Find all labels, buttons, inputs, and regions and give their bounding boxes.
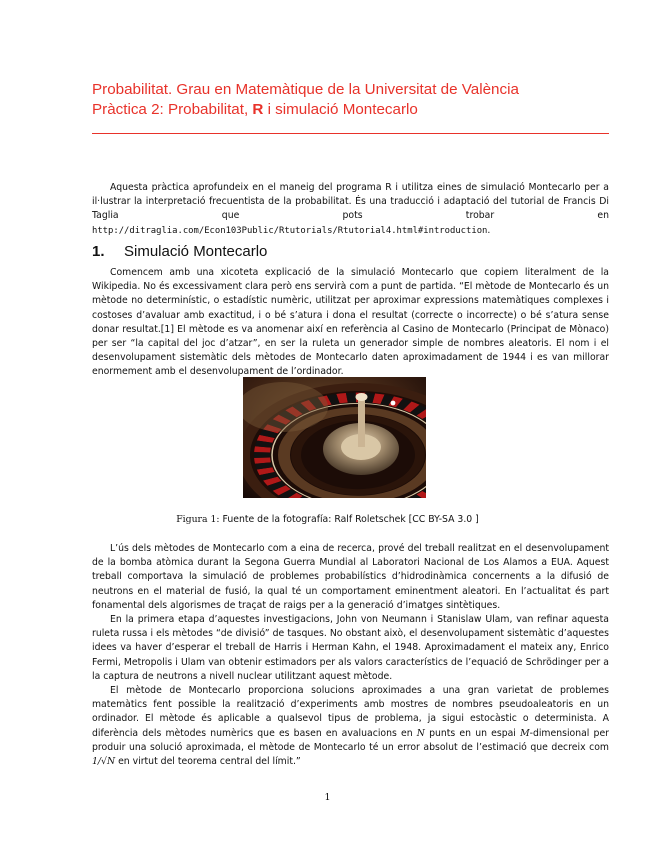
title-divider: [92, 133, 609, 134]
intro-paragraph: [92, 181, 609, 238]
figure-caption: [0, 514, 655, 525]
paragraphs-2-4: [92, 542, 609, 769]
title-line-2-end: i simulació Montecarlo: [263, 101, 418, 118]
section-heading: [92, 243, 267, 260]
roulette-photo: [243, 377, 426, 498]
figure-caption-text: Fuente de la fotografía: Ralf Roletschek [CC BY-SA 3.0 ]: [219, 514, 479, 525]
title-line-2: [92, 100, 612, 120]
math-inverse-sqrt-n: 1/√N: [92, 756, 116, 768]
paragraph-1-text: Comencem amb una xicoteta explicació de la simulació Montecarlo que copiem literalment de la Wikipedia. No és excessivament clara però ens servirà com a punt de partida. “El mètode de Montecarlo és un mètode no determinístic, o estadístic numèric, utilitzat per aproximar expressions matemàtiques complexes i costoses d’avaluar amb exactitud, i o bé s’atura i dona el resultat (correcte o incorrecte) o bé s’atura sense donar resultat.[1] El mètode es va anomenar així en referència al Casino de Montecarlo (Principat de Mònaco) per ser “la capital del joc d’atzar”, en ser la ruleta un generador simple de nombres aleatoris. El nom i el desenvolupament sistemàtic dels mètodes de Montecarlo daten aproximadament de 1944 i es van millorar enormement amb el desenvolupament de l’ordinador.: [92, 267, 609, 378]
math-m: M: [520, 727, 530, 739]
page-number: 1: [324, 792, 331, 803]
section-number: 1.: [92, 243, 105, 260]
paragraph-4-part-b: punts en un espai: [424, 727, 521, 739]
title-line-1: Probabilitat. Grau en Matemàtique de la Universitat de València: [92, 81, 519, 98]
math-n: N: [416, 727, 425, 739]
document-title: [92, 80, 612, 120]
paragraph-4-part-a: El mètode de Montecarlo proporciona solucions aproximades a una gran varietat de problemes matemàtics fent possible la realització d’experiments amb mostres de nombres pseudoaleatoris en un ordinador. El mètode és aplicable a qualsevol tipus de problema, ja sigui estocàstic o determinista. A diferència dels mètodes numèrics que es basen en avaluacions en: [92, 685, 609, 739]
paragraph-3: En la primera etapa d’aquestes investigacions, John von Neumann i Stanislaw Ulam, van refinar aquesta ruleta russa i els mètodes “de divisió” de tasques. No obstant això, el desenvolupament sistemàtic d’aquestes idees va haver d’esperar el treball de Harris i Herman Kahn, el 1948. Aproximadament el mateix any, Enrico Fermi, Metropolis i Ulam van obtenir estimadors per als valors característics de l’equació de Schrödinger per a la captura de neutrons a nivell nuclear utilitzant aquest mètode.: [92, 614, 609, 682]
section-title: Simulació Montecarlo: [124, 243, 268, 260]
figure-label: Figura 1:: [176, 514, 220, 525]
intro-end: .: [487, 224, 491, 236]
intro-text: Aquesta pràctica aprofundeix en el maneig del programa R i utilitza eines de simulació Montecarlo per a il·lustrar la interpretació frecuentista de la probabilitat. És una traducció i adaptació del tutorial de Francis Di Taglia que pots trobar en: [92, 182, 609, 222]
paragraph-4-part-d: en virtut del teorema central del límit.”: [115, 756, 301, 768]
title-r-letter: R: [252, 101, 264, 118]
paragraph-2: L’ús dels mètodes de Montecarlo com a eina de recerca, prové del treball realitzat en el desenvolupament de la bomba atòmica durant la Segona Guerra Mundial al Laboratori Nacional de Los Alamos a EUA. Aquest treball comportava la simulació de problemes probabilístics d’hidrodinàmica concernents a la difusió de neutrons en el material de fusió, la qual té un comportament eminentment aleatori. En l’actualitat és part fonamental dels algorismes de traçat de raigs per a la generació d’imatges sintètiques.: [92, 543, 609, 611]
tutorial-link[interactable]: http://ditraglia.com/Econ103Public/Rtutorials/Rtutorial4.html#introduction: [92, 225, 488, 236]
paragraph-4: [92, 684, 609, 769]
title-line-2-start: Pràctica 2: Probabilitat,: [92, 101, 253, 118]
paragraph-1: [92, 266, 609, 380]
paragraph-4-part-c: -dimensional per produir una solució aproximada, el mètode de Montecarlo té un error absolut de l’estimació que decreix com: [92, 727, 609, 753]
roulette-wheel-icon: [243, 377, 426, 498]
